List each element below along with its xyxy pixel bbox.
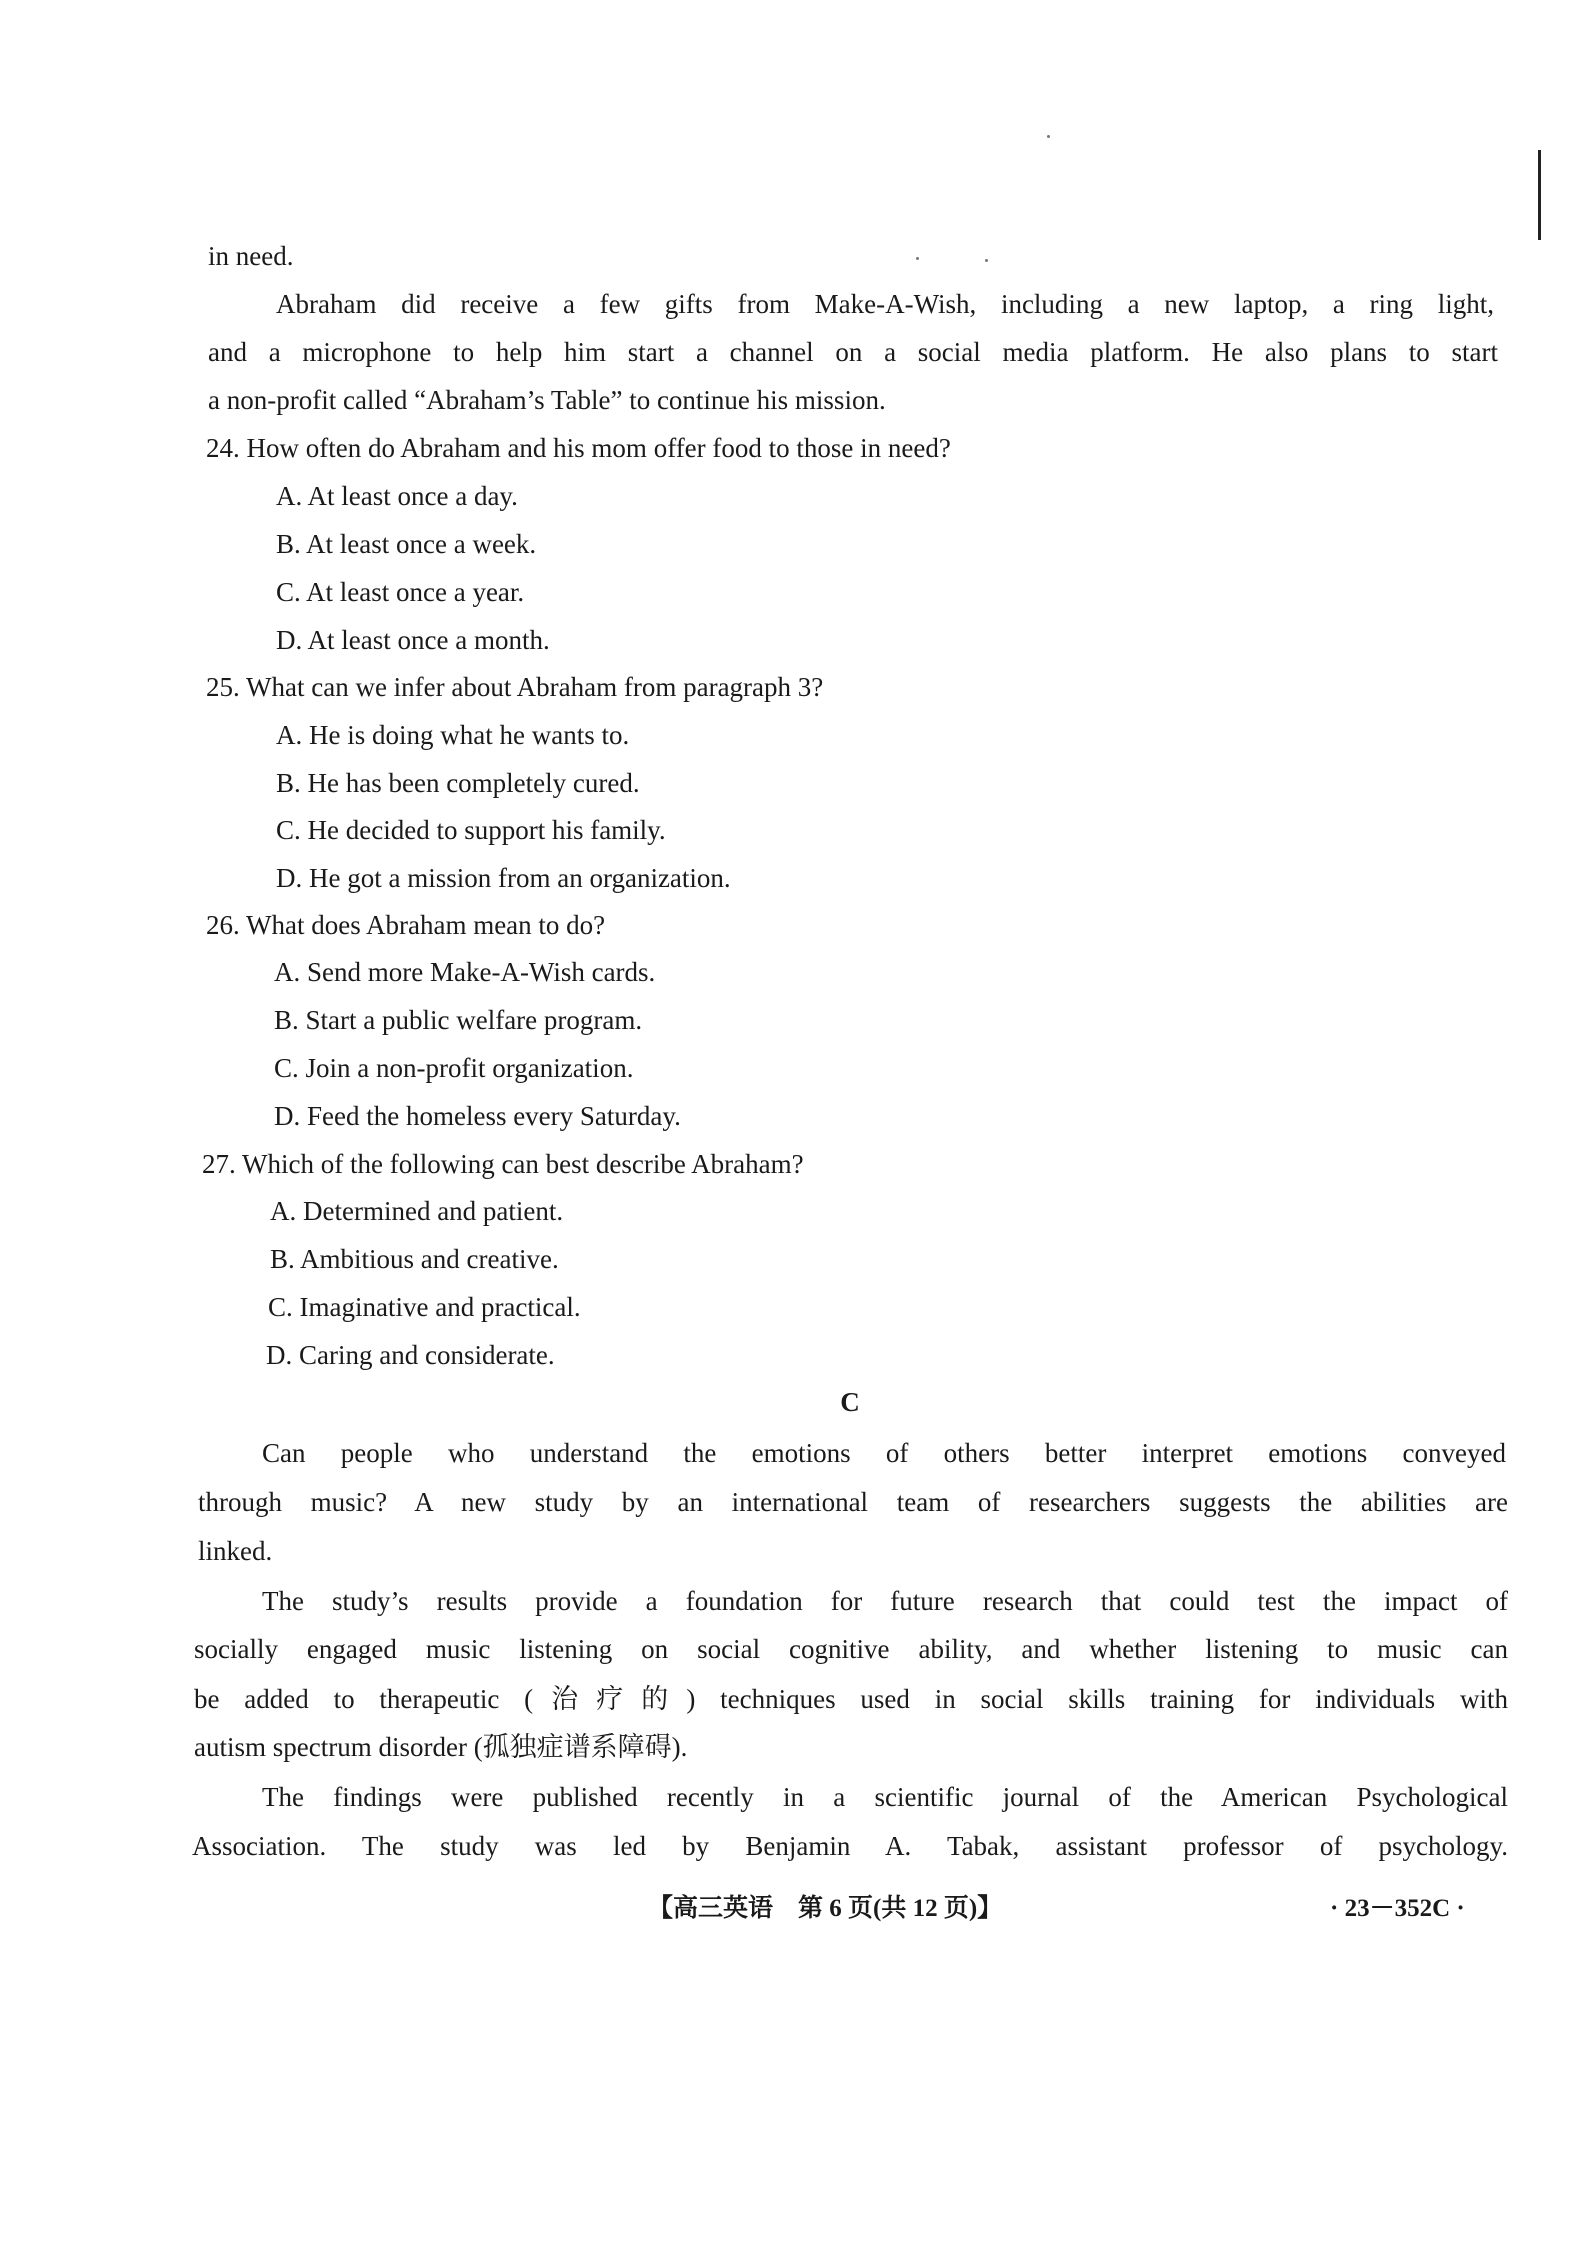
page-footer-code: · 23－352C · — [1330, 1895, 1465, 1922]
question-stem: 25. What can we infer about Abraham from paragraph 3? — [206, 672, 824, 702]
passage-line: in need. — [208, 241, 294, 271]
scan-speck — [1047, 135, 1050, 138]
question-option: C. At least once a year. — [276, 577, 525, 607]
passage-line: be added to therapeutic (治疗的) techniques used in social skills training for individuals with — [194, 1684, 1508, 1714]
question-option: A. He is doing what he wants to. — [276, 720, 630, 750]
passage-line: The study’s results provide a foundation for future research that could test the impact of — [262, 1586, 1508, 1616]
question-stem: 27. Which of the following can best describe Abraham? — [202, 1149, 804, 1179]
question-option: B. At least once a week. — [276, 529, 537, 559]
section-heading: C — [840, 1387, 860, 1417]
passage-line: linked. — [198, 1536, 273, 1566]
question-option: C. Imaginative and practical. — [268, 1292, 581, 1322]
question-option: A. At least once a day. — [276, 481, 518, 511]
question-option: D. Feed the homeless every Saturday. — [274, 1101, 681, 1131]
question-option: A. Send more Make-A-Wish cards. — [274, 957, 656, 987]
question-option: B. Start a public welfare program. — [274, 1005, 643, 1035]
question-option: B. Ambitious and creative. — [270, 1244, 559, 1274]
question-stem: 24. How often do Abraham and his mom offer food to those in need? — [206, 433, 951, 463]
passage-line: autism spectrum disorder (孤独症谱系障碍). — [194, 1732, 688, 1762]
passage-line: Can people who understand the emotions of others better interpret emotions conveyed — [262, 1438, 1506, 1468]
question-option: C. He decided to support his family. — [276, 815, 666, 845]
passage-line: a non-profit called “Abraham’s Table” to continue his mission. — [208, 385, 886, 415]
question-option: D. He got a mission from an organization. — [276, 863, 731, 893]
scan-speck — [916, 257, 919, 260]
passage-line: The findings were published recently in a scientific journal of the American Psychological — [262, 1782, 1508, 1812]
question-option: A. Determined and patient. — [270, 1196, 564, 1226]
question-option: D. Caring and considerate. — [266, 1340, 555, 1370]
question-option: D. At least once a month. — [276, 625, 550, 655]
passage-line: through music? A new study by an international team of researchers suggests the abilities are — [198, 1487, 1508, 1517]
passage-line: and a microphone to help him start a channel on a social media platform. He also plans to start — [208, 337, 1498, 367]
question-stem: 26. What does Abraham mean to do? — [206, 910, 606, 940]
page-footer-label: 【高三英语 第 6 页(共 12 页)】 — [648, 1895, 1003, 1922]
passage-line: socially engaged music listening on social cognitive ability, and whether listening to music can — [194, 1634, 1508, 1664]
scan-speck — [985, 259, 988, 262]
passage-line: Association. The study was led by Benjamin A. Tabak, assistant professor of psychology. — [192, 1831, 1508, 1861]
passage-line: Abraham did receive a few gifts from Make-A-Wish, including a new laptop, a ring light, — [276, 289, 1494, 319]
question-option: B. He has been completely cured. — [276, 768, 640, 798]
question-option: C. Join a non-profit organization. — [274, 1053, 634, 1083]
scan-edge-line — [1538, 150, 1541, 240]
